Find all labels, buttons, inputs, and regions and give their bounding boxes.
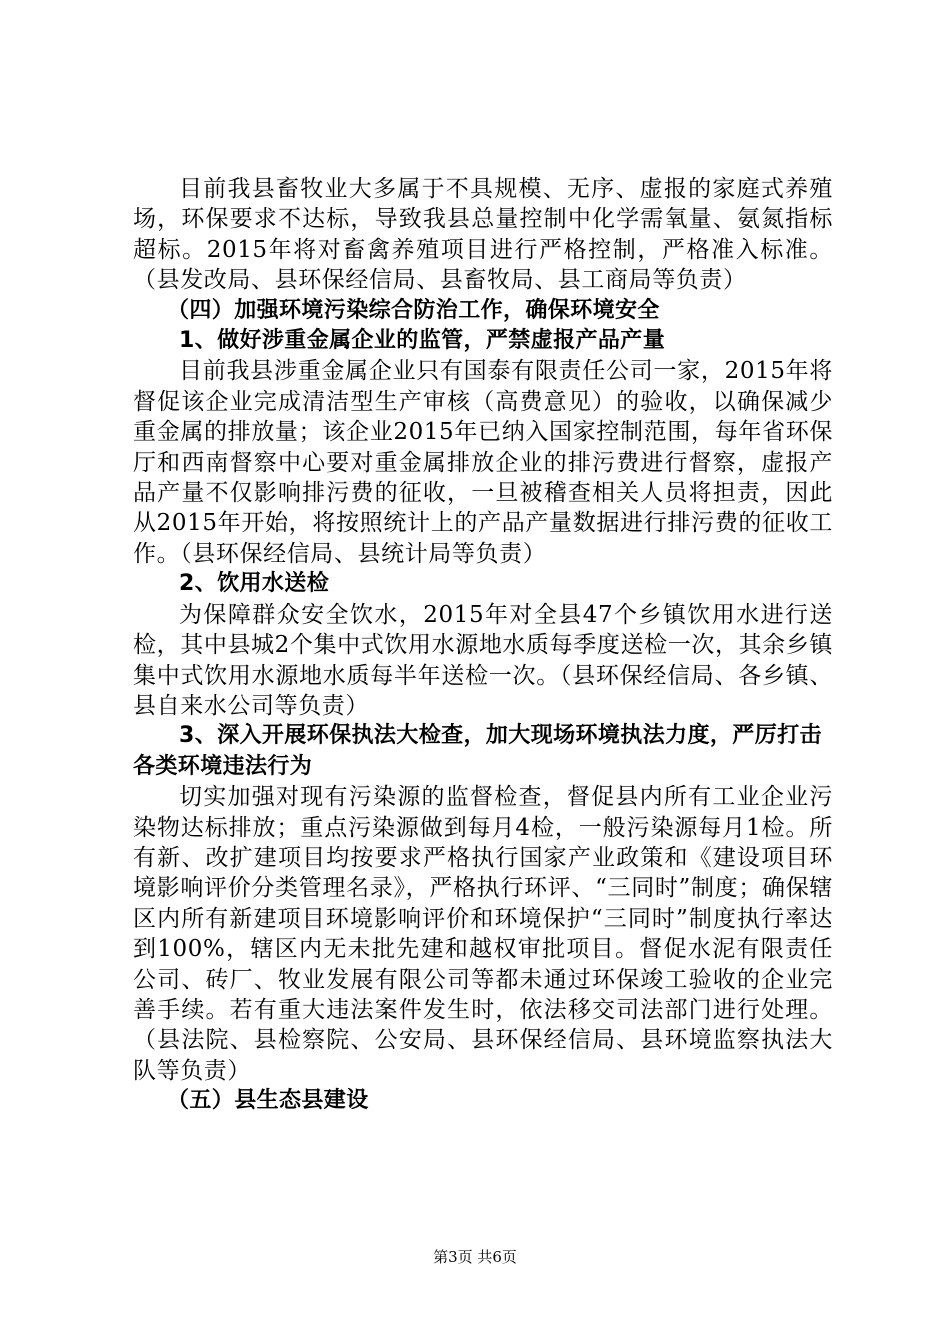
item-heading-1: 1、做好涉重金属企业的监管，严禁虚报产品产量 <box>179 328 666 354</box>
paragraph-heavy-metal: 目前我县涉重金属企业只有国泰有限责任公司一家，2015年将督促该企业完成清洁型生产审核（高费意见）的验收，以确保减少重金属的排放量；该企业2015年已纳入国家控制范围，每年省环保厅和西南督察中心要对重金属排放企业的排污费进行督察，虚报产品产量不仅影响排污费的征收，一旦被稽查相关人员将担责，因此从2015年开始，将按照统计上的产品产量数据进行排污费的征收工作。（县环保经信局、县统计局等负责） <box>133 358 833 567</box>
paragraph-enforcement: 切实加强对现有污染源的监督检查，督促县内所有工业企业污染物达标排放；重点污染源做到每月4检，一般污染源每月1检。所有新、改扩建项目均按要求严格执行国家产业政策和《建设项目环境影响评价分类管理名录》，严格执行环评、“三同时”制度；确保辖区内所有新建项目环境影响评价和环境保护“三同时”制度执行率达到100%，辖区内无未批先建和越权审批项目。督促水泥有限责任公司、砖厂、牧业发展有限公司等都未通过环保竣工验收的企业完善手续。若有重大违法案件发生时，依法移交司法部门进行处理。（县法院、县检察院、公安局、县环保经信局、县环境监察执法大队等负责） <box>133 784 833 1084</box>
item-heading-3: 3、深入开展环保执法大检查，加大现场环境执法力度，严厉打击各类环境违法行为 <box>133 723 822 779</box>
page-number-footer: 第3页 共6页 <box>433 1248 517 1266</box>
document-body <box>133 174 833 1117</box>
item-heading-2: 2、饮用水送检 <box>179 571 330 597</box>
section-heading-4: （四）加强环境污染综合防治工作，确保环境安全 <box>167 297 660 323</box>
section-heading-5: （五）县生态县建设 <box>167 1088 369 1114</box>
paragraph-livestock: 目前我县畜牧业大多属于不具规模、无序、虚报的家庭式养殖场，环保要求不达标，导致我县总量控制中化学需氧量、氨氮指标超标。2015年将对畜禽养殖项目进行严格控制，严格准入标准。（县发改局、县环保经信局、县畜牧局、县工商局等负责） <box>133 176 833 294</box>
paragraph-drinking-water: 为保障群众安全饮水，2015年对全县47个乡镇饮用水进行送检，其中县城2个集中式饮用水源地水质每季度送检一次，其余乡镇集中式饮用水源地水质每半年送检一次。（县环保经信局、各乡镇、县自来水公司等负责） <box>133 601 833 719</box>
